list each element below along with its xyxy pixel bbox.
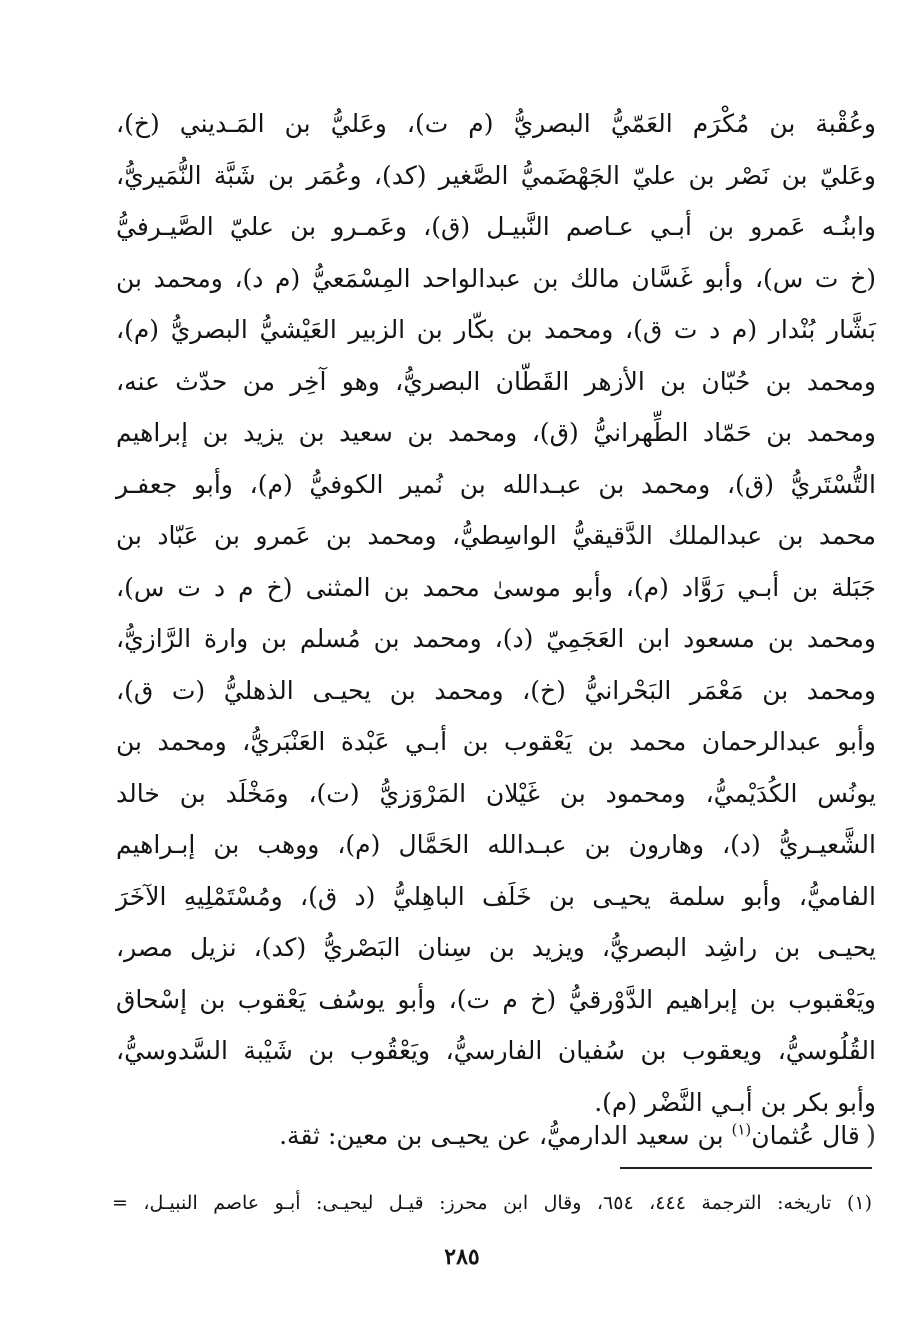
footnote: (١) تاريخه: الترجمة ٤٤٤، ٦٥٤، وقال ابن محرز: قيـل ليحيـى: أبـو عاصم النبيـل، = — [112, 1192, 873, 1214]
text-line: يحيـى بن راشِد البصريُّ، ويزيد بن سِنان البَصْريُّ (كد)، نزيل مصر، — [116, 933, 876, 962]
text-line: ومحمد بن حَمّاد الطِّهرانيُّ (ق)، ومحمد بن سعيد بن يزيد بن إبراهيم — [116, 418, 876, 447]
text-line: ومحمد بن مَعْمَر البَحْرانيُّ (خ)، ومحمد بن يحيـى الذهليُّ (ت ق)، — [116, 675, 876, 705]
footnote-separator — [620, 1167, 872, 1169]
text-line: بَشَّار بُنْدار (م د ت ق)، ومحمد بن بكّار بن الزبير العَيْشيُّ البصريُّ (م)، — [116, 315, 876, 344]
text-line: جَبَلة بن أبـي رَوَّاد (م)، وأبو موسىٰ محمد بن المثنى (خ م د ت س)، — [116, 572, 876, 602]
text-line: التُّسْتَريُّ (ق)، ومحمد بن عبـدالله بن نُمير الكوفيُّ (م)، وأبو جعفـر — [116, 469, 876, 499]
text-line: الشَّعيـريُّ (د)، وهارون بن عبـدالله الحَمَّال (م)، ووهب بن إبـراهيم — [116, 830, 876, 859]
body-text — [116, 98, 876, 1128]
text-line: وأبو عبدالرحمان محمد بن يَعْقوب بن أبـي عَبْدة العَنْبَريُّ، ومحمد بن — [116, 727, 876, 756]
text-line: وأبو بكر بن أبـي النَّضْر (م). — [594, 1087, 876, 1117]
quote-line — [116, 1108, 924, 1164]
page-number: ٢٨٥ — [444, 1244, 480, 1270]
text-line: يونُس الكُدَيْميُّ، ومحمود بن غَيْلان المَرْوَزيُّ (ت)، ومَخْلَد بن خالد — [116, 778, 876, 808]
quote-mark: ( — [865, 1121, 876, 1151]
text-line: ويَعْقبوب بن إبراهيم الدَّوْرقيُّ (خ م ت)، وأبو يوسُف يَعْقوب بن إسْحاق — [116, 984, 876, 1014]
quote-text-after: بن سعيد الدارميُّ، عن يحيـى بن معين: ثقة. — [279, 1121, 732, 1150]
text-line: القُلُوسيُّ، ويعقوب بن سُفيان الفارسيُّ، ويَعْقُوب بن شَيْبة السَّدوسيُّ، — [116, 1036, 876, 1065]
text-line: محمد بن عبدالملك الدَّقيقيُّ الواسِطيُّ، ومحمد بن عَمرو بن عَبّاد بن — [116, 521, 876, 550]
text-line: الفاميُّ، وأبو سلمة يحيـى بن خَلَف الباهِليُّ (د ق)، ومُسْتَمْلِيهِ الآخَرَ — [116, 881, 876, 911]
text-line: ومحمد بن مسعود ابن العَجَمِيّ (د)، ومحمد بن مُسلم بن وارة الرَّازيُّ، — [116, 624, 876, 653]
text-line: وابنُـه عَمرو بن أبـي عـاصم النَّبيـل (ق)، وعَمـرو بن عليّ الصَّيـرفيُّ — [116, 212, 876, 241]
quote-text-before: قال عُثمان — [751, 1121, 860, 1150]
text-line: ومحمد بن حُبّان بن الأزهر القَطّان البصريُّ، وهو آخِر من حدّث عنه، — [116, 366, 876, 396]
text-line: وعَليّ بن نَصْر بن عليّ الجَهْضَميُّ الصَّغير (كد)، وعُمَر بن شَبَّة النُّمَيريُّ، — [116, 160, 876, 190]
text-line: وعُقْبة بن مُكْرَم العَمّيُّ البصريُّ (م ت)، وعَليُّ بن المَـديني (خ)، — [116, 109, 876, 138]
text-line: (خ ت س)، وأبو غَسَّان مالك بن عبدالواحد المِسْمَعيُّ (م د)، ومحمد بن — [116, 263, 876, 293]
footnote-reference[interactable]: (١) — [731, 1120, 752, 1139]
